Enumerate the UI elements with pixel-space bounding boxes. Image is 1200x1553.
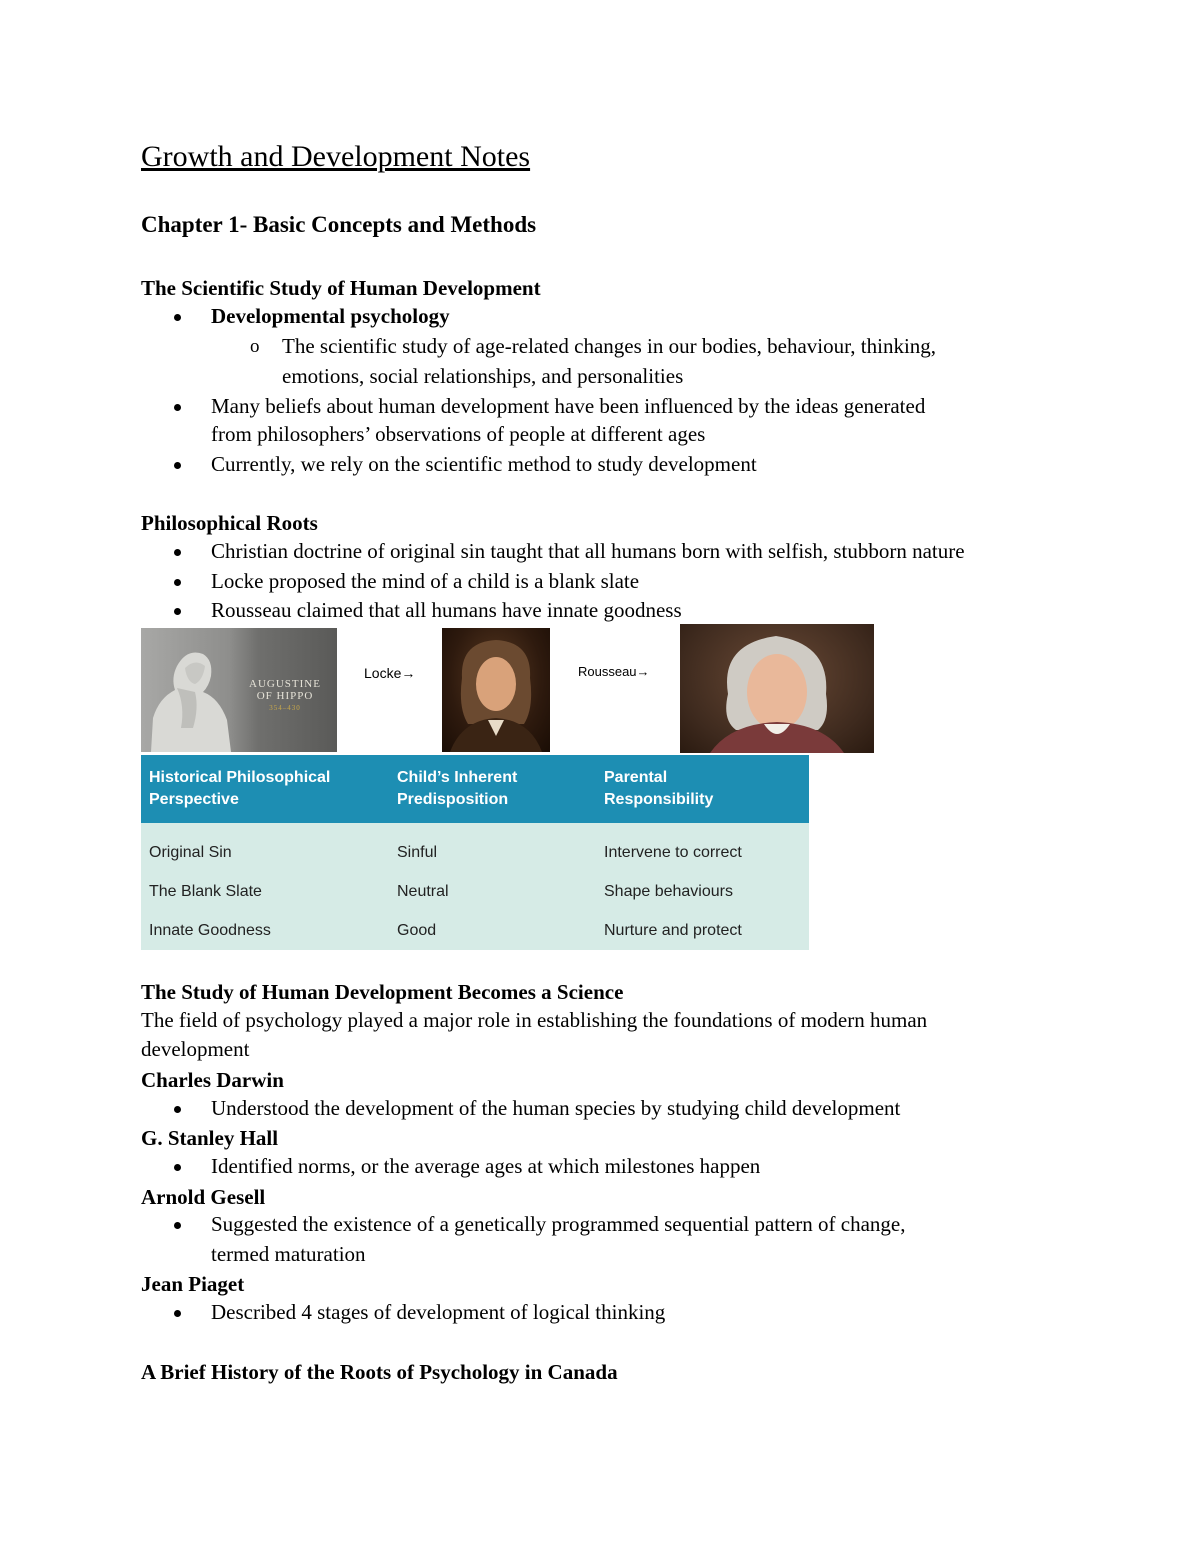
list-item: Understood the development of the human species by studying child development [211,1094,900,1123]
paragraph-line: development [141,1037,250,1061]
table-cell: Innate Goodness [141,911,389,950]
list-item: Locke proposed the mind of a child is a blank slate [211,567,639,596]
list-item: Rousseau claimed that all humans have innate goodness [211,596,682,625]
document-title: Growth and Development Notes [141,140,531,173]
header-text: Historical Philosophical [149,769,331,786]
table-cell: Neutral [389,872,596,911]
section-heading-scientific-study: The Scientific Study of Human Development [141,276,541,300]
header-text: Responsibility [604,791,714,808]
list-item: Described 4 stages of development of logical thinking [211,1298,665,1327]
augustine-label-line1: AUGUSTINE [249,678,321,690]
table-cell: Good [389,911,596,950]
list-item-text: termed maturation [211,1242,366,1266]
section-heading-philosophical-roots: Philosophical Roots [141,511,318,535]
table-cell: Nurture and protect [596,911,809,950]
table-cell: Sinful [389,823,596,872]
table-header-cell [141,755,389,823]
list-item: Developmental psychology [211,302,450,331]
header-text: Parental [604,769,668,786]
person-name-piaget: Jean Piaget [141,1272,245,1296]
person-name-gesell: Arnold Gesell [141,1185,266,1209]
rousseau-portrait [680,624,874,753]
section-heading-becomes-science: The Study of Human Development Becomes a Science [141,980,624,1004]
augustine-label-line2: OF HIPPO [256,690,314,702]
table-row [141,911,809,950]
list-item-text: The scientific study of age-related changes in our bodies, behaviour, thinking, [282,334,937,358]
list-item: Suggested the existence of a genetically programmed sequential pattern of change, [211,1210,906,1239]
philosophical-roots-table [141,755,809,950]
paragraph-line: The field of psychology played a major role in establishing the foundations of modern human [141,1008,928,1032]
table-header-cell [389,755,596,823]
list-item: Christian doctrine of original sin taught that all humans born with selfish, stubborn nature [211,537,965,566]
list-item: Identified norms, or the average ages at which milestones happen [211,1152,760,1181]
table-header-row [141,755,809,823]
rousseau-caption: Rousseau→ [578,664,650,679]
table-cell: The Blank Slate [141,872,389,911]
header-text: Predisposition [397,791,509,808]
augustine-image [141,628,337,752]
list-item-text: emotions, social relationships, and personalities [282,364,684,388]
person-name-darwin: Charles Darwin [141,1068,284,1092]
list-item: Currently, we rely on the scientific method to study development [211,450,757,479]
section-heading-canada: A Brief History of the Roots of Psychology in Canada [141,1360,618,1384]
list-item-text: from philosophers’ observations of people at different ages [211,422,706,446]
sub-bullet-marker: o [250,336,260,357]
table-header-cell [596,755,809,823]
locke-caption: Locke→ [364,665,416,681]
person-name-hall: G. Stanley Hall [141,1126,279,1150]
rousseau-face-icon [680,624,874,753]
table-cell: Original Sin [141,823,389,872]
table-cell: Shape behaviours [596,872,809,911]
table-row [141,872,809,911]
table-row [141,823,809,872]
header-text: Perspective [149,791,239,808]
chapter-heading: Chapter 1- Basic Concepts and Methods [141,212,537,237]
locke-face-icon [442,628,550,752]
augustine-label-line3: 354–430 [269,704,301,712]
table-cell: Intervene to correct [596,823,809,872]
list-item: Many beliefs about human development have been influenced by the ideas generated [211,392,925,421]
locke-portrait [442,628,550,752]
header-text: Child’s Inherent [397,769,518,786]
